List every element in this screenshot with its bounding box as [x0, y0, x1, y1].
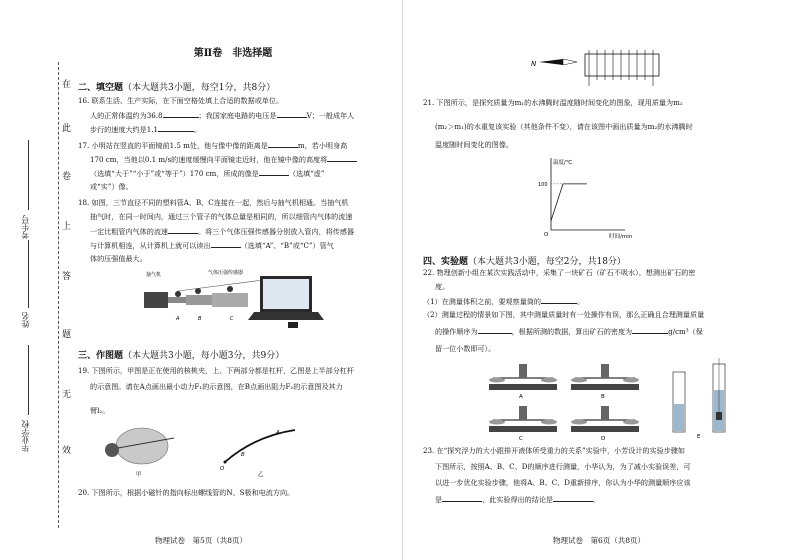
compass-needle-light — [563, 59, 577, 65]
seal-char: 上 — [62, 222, 72, 232]
right-page — [402, 0, 794, 560]
origin-label: O — [544, 232, 549, 238]
field-line — [28, 140, 29, 210]
tube-a — [168, 297, 186, 303]
q22-line: 留一位小数即可）。 — [435, 344, 496, 353]
sensor-cable — [178, 280, 263, 291]
needle-n-label: N — [531, 60, 537, 68]
field-label-school: 毕业学校 — [21, 420, 30, 452]
q23-line: 23. 在“探究浮力的大小跟排开液体所受重力的关系”实验中，小芳设计的实验步骤如 — [423, 446, 685, 455]
q18-line: 体的压强值最大。 — [90, 254, 147, 263]
fig-label-e: E — [697, 434, 701, 440]
q19-line: 臂l₂。 — [90, 406, 110, 415]
q17-line: （选填“大于”“小于”或“等于”）170 cm，所成的像是 （选填“虚” — [90, 169, 325, 178]
field-line — [28, 345, 29, 415]
q22-line: （2）测量过程的情景如下图，其中测量质量时有一处操作有误，那么正确且合理测量质量 — [423, 310, 705, 319]
q21-line: 21. 下图所示，是探究质量为m₁的水沸腾时温度随时间变化的图象，现用质量为m₂ — [423, 98, 683, 107]
q20-line: 20. 下图所示，根据小磁针的指向标出螺线管的N、S极和电流方向。 — [78, 488, 295, 497]
fig-label-yi: 乙 — [258, 472, 264, 478]
q18-line: 18. 如图，三节直径不同的塑料管A、B、C连接在一起，然后与抽气机相通。当抽气机 — [78, 198, 349, 207]
q22-balance-figure — [483, 354, 753, 440]
answer-blank[interactable] — [327, 154, 357, 162]
tube-label-a: A — [176, 316, 180, 322]
q17-line: 17. 小明站在竖直的平面镜前1.5 m处，他与像中像的距离是 m，若小明身高 — [78, 141, 348, 150]
seal-char: 题 — [62, 330, 72, 340]
answer-blank[interactable] — [211, 240, 241, 248]
sensor-a — [175, 291, 181, 297]
seal-char: 无 — [62, 390, 72, 400]
point-label-b: B — [241, 452, 245, 458]
answer-blank[interactable] — [478, 326, 512, 334]
section-heading-draw — [78, 348, 284, 361]
seal-line — [58, 62, 59, 528]
seal-char: 在 — [62, 80, 72, 90]
data-logger — [288, 322, 298, 328]
field-label-name: 姓名 — [21, 312, 30, 328]
x-axis-label: 时间/min — [609, 234, 633, 240]
answer-blank[interactable] — [158, 124, 194, 132]
walnut — [105, 443, 119, 457]
q16-line: 步行的速度大约是1.1 。 — [90, 125, 202, 134]
section-note: （本大题共3小题，每空2分，共18分） — [468, 257, 626, 267]
section-title: 四、实验题 — [423, 257, 469, 267]
fig-label-a: A — [519, 394, 523, 400]
section-heading-fill — [78, 80, 275, 93]
seal-char: 答 — [62, 272, 72, 282]
pivot-point — [224, 461, 227, 464]
y-tick-label: 100 — [538, 181, 548, 188]
solenoid-leads — [589, 80, 653, 86]
tube-label-b: B — [198, 316, 202, 322]
field-label-exam-number: 考生号 — [21, 215, 30, 239]
sensor-label: 气体压强传感器 — [208, 270, 244, 276]
q23-line: 以进一步优化实验步骤，他将A、B、C、D重新排序，你认为小华的测量顺序应该 — [435, 478, 691, 487]
q18-apparatus-figure — [138, 264, 338, 334]
answer-blank[interactable] — [168, 226, 198, 234]
part-title: 第Ⅱ卷 非选择题 — [193, 48, 273, 59]
y-axis-label: 温度/℃ — [553, 160, 573, 166]
seal-char: 卷 — [62, 172, 72, 182]
section-note: （本大题共3小题，每空1分，共8分） — [123, 83, 276, 93]
balance-c — [489, 406, 557, 432]
q22-line: 22. 物理创新小组在某次实践活动中，采集了一块矿石（矿石不吸水），想测出矿石的密 — [423, 268, 696, 277]
answer-blank[interactable] — [268, 140, 298, 148]
page-footer: 物理试卷 第6页（共8页） — [552, 536, 646, 545]
fig-label-b: B — [601, 394, 605, 400]
pump-label: 抽气机 — [146, 272, 162, 278]
point-label-o: O — [220, 466, 225, 472]
point-label-a: A — [276, 430, 280, 436]
q21-line: (m₂＞m₁)的水重复该实验（其他条件不变），请在该图中画出质量为m₂的水沸腾时 — [435, 122, 693, 131]
q21-line: 温度随时间变化的图像。 — [435, 140, 514, 149]
balance-a — [489, 364, 557, 390]
q17-line: 或“实”）像。 — [90, 182, 133, 191]
q22-line: 的操作顺序为 ，根据所测的数据，算出矿石的密度为 g/cm³（保 — [435, 327, 703, 336]
q22-line: 度。 — [435, 282, 450, 291]
q19-nutcracker-figure — [90, 418, 320, 480]
lever-diagram — [225, 430, 295, 462]
section-heading-experiment — [423, 254, 626, 267]
q23-line: 下图所示，按照A、B、C、D的顺序进行测量，小华认为，为了减小实验误差，可 — [435, 462, 691, 471]
balance-d — [571, 406, 639, 432]
seal-char: 效 — [62, 446, 72, 456]
answer-blank[interactable] — [259, 168, 289, 176]
answer-blank[interactable] — [163, 110, 199, 118]
laptop-display — [263, 279, 309, 309]
page-footer: 物理试卷 第5页（共8页） — [154, 536, 248, 545]
measuring-cylinders — [673, 358, 725, 432]
fig-label-d: D — [601, 436, 606, 440]
q21-temperature-chart — [533, 152, 643, 248]
sensor-c — [227, 286, 233, 292]
tube-b — [186, 295, 212, 305]
q18-line: 与计算机相连，从计算机上就可以读出 （选填“A”、“B”或“C”）管气 — [90, 241, 334, 250]
section-title: 二、填空题 — [78, 83, 124, 93]
air-pump — [144, 292, 168, 308]
q18-line: 抽气时，在同一时间内，通过三个管子的气体总量是相同的，所以细管内气体的流速 — [90, 212, 353, 221]
section-note: （本大题共3小题，每小题3分，共9分） — [123, 351, 285, 361]
answer-blank[interactable] — [632, 326, 668, 334]
tube-label-c: C — [230, 316, 234, 322]
seal-char: 此 — [62, 124, 72, 134]
tube-c — [212, 293, 248, 307]
q20-solenoid-figure — [523, 44, 683, 90]
q16-line: 人的正常体温约为36.8 ；我国家庭电路的电压是 V；一般成年人 — [90, 111, 355, 120]
answer-blank[interactable] — [277, 110, 307, 118]
laptop-base — [248, 312, 324, 320]
q18-line: 一定比粗管内气体的流速 。将三个气体压强传感器分别放入管内，将传感器 — [90, 227, 355, 236]
balance-b — [571, 364, 639, 390]
compass-needle-dark — [539, 59, 563, 65]
q19-line: 19. 下图所示，甲图是正在使用的核桃夹，上、下两部分都是杠杆，乙图是上半部分杠杆 — [78, 366, 355, 375]
q23-line: 是 ，此实验得出的结论是 。 — [435, 495, 601, 504]
answer-blank[interactable] — [541, 296, 577, 304]
q19-line: 的示意图。请在A点画出最小动力F₁的示意图，在B点画出阻力F₂的示意图及其力 — [90, 382, 343, 391]
q22-line: （1）在测量体积之前，要观察量筒的 。 — [423, 297, 585, 306]
binding-margin — [0, 60, 70, 530]
q17-line: 170 cm，当他以0.1 m/s的速度缓慢向平面镜走近时，他在镜中像的高度将 — [90, 154, 357, 164]
fig-label-c: C — [519, 436, 523, 440]
solenoid-core — [585, 54, 659, 76]
hand-photo — [116, 428, 168, 464]
field-line — [28, 240, 29, 308]
answer-blank[interactable] — [553, 494, 593, 502]
q16-line: 16. 联系生活、生产实际，在下面空格处填上合适的数据或单位。 — [78, 96, 284, 105]
answer-blank[interactable] — [442, 494, 482, 502]
section-title: 三、作图题 — [78, 351, 124, 361]
fig-label-jia: 甲 — [136, 472, 142, 478]
